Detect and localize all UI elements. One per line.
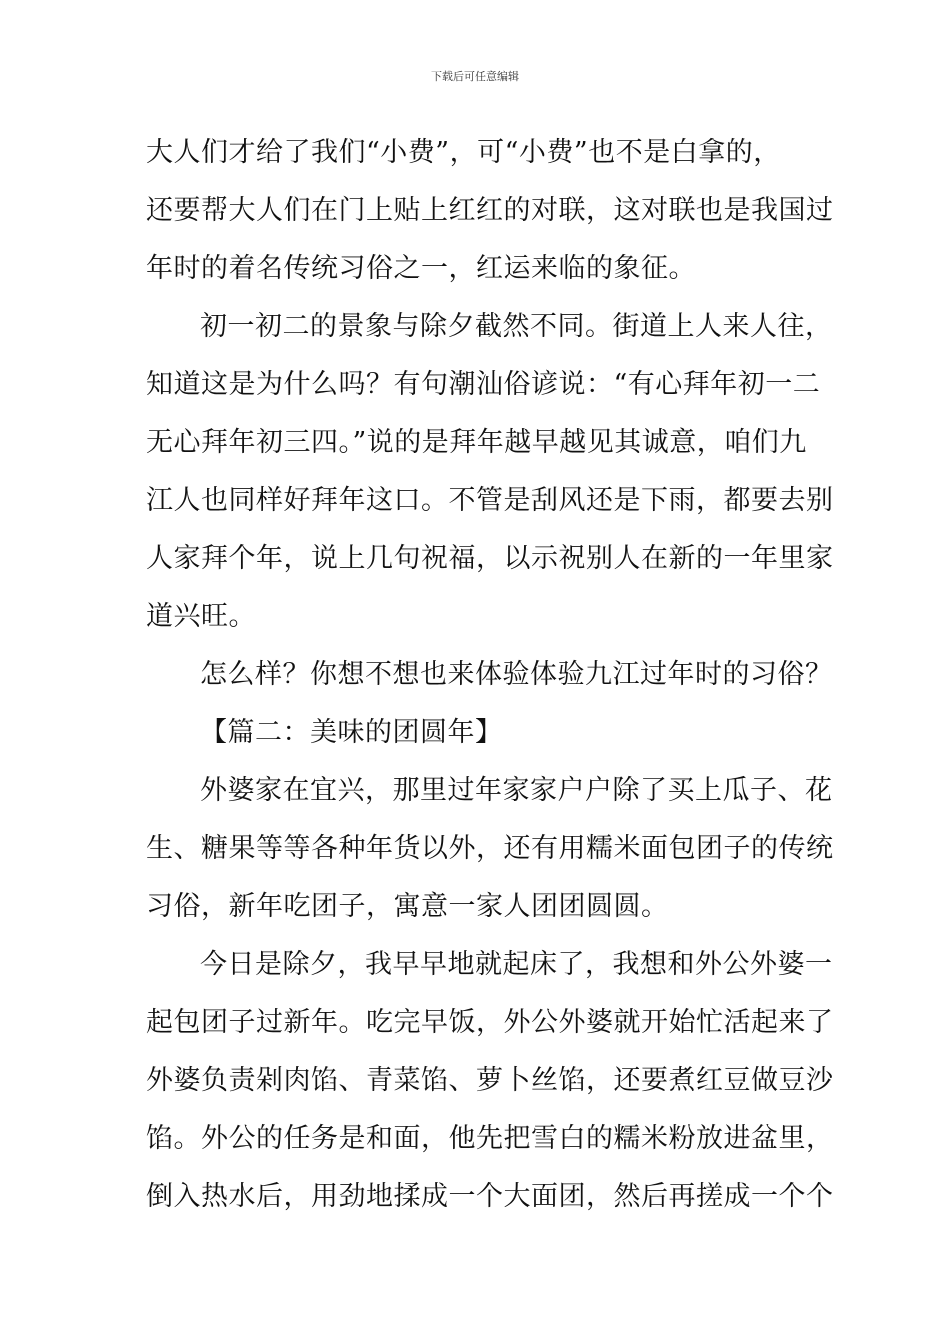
section-heading: 【篇二：美味的团圆年】 — [200, 717, 503, 748]
text-line: 人家拜个年，说上几句祝福，以示祝别人在新的一年里家 — [146, 543, 834, 574]
text-line: 起包团子过新年。吃完早饭，外公外婆就开始忙活起来了 — [146, 1007, 834, 1038]
text-line: 道兴旺。 — [146, 601, 256, 632]
document-body — [146, 124, 834, 1226]
paragraph-start-line: 初一初二的景象与除夕截然不同。街道上人来人往， — [200, 311, 833, 342]
text-line: 生、糖果等等各种年货以外，还有用糯米面包团子的传统 — [146, 833, 834, 864]
paragraph-start-line: 外婆家在宜兴，那里过年家家户户除了买上瓜子、花 — [200, 775, 833, 806]
text-line: 江人也同样好拜年这口。不管是刮风还是下雨，都要去别 — [146, 485, 834, 516]
text-line: 还要帮大人们在门上贴上红红的对联，这对联也是我国过 — [146, 195, 834, 226]
paragraph-start-line: 怎么样？你想不想也来体验体验九江过年时的习俗？ — [200, 659, 833, 690]
text-line: 外婆负责剁肉馅、青菜馅、萝卜丝馅，还要煮红豆做豆沙 — [146, 1065, 834, 1096]
text-line: 馅。外公的任务是和面，他先把雪白的糯米粉放进盆里， — [146, 1123, 834, 1154]
text-line: 知道这是为什么吗？有句潮汕俗谚说：“有心拜年初一二 — [146, 369, 821, 400]
text-line: 大人们才给了我们“小费”，可“小费”也不是白拿的， — [146, 137, 781, 168]
paragraph-start-line: 今日是除夕，我早早地就起床了，我想和外公外婆一 — [200, 949, 833, 980]
page-header: 下载后可任意编辑 — [431, 70, 519, 83]
text-line: 习俗，新年吃团子，寓意一家人团团圆圆。 — [146, 891, 669, 922]
text-line: 无心拜年初三四。”说的是拜年越早越见其诚意，咱们九 — [146, 427, 807, 458]
text-line: 倒入热水后，用劲地揉成一个大面团，然后再搓成一个个 — [146, 1181, 834, 1212]
text-line: 年时的着名传统习俗之一，红运来临的象征。 — [146, 253, 696, 284]
